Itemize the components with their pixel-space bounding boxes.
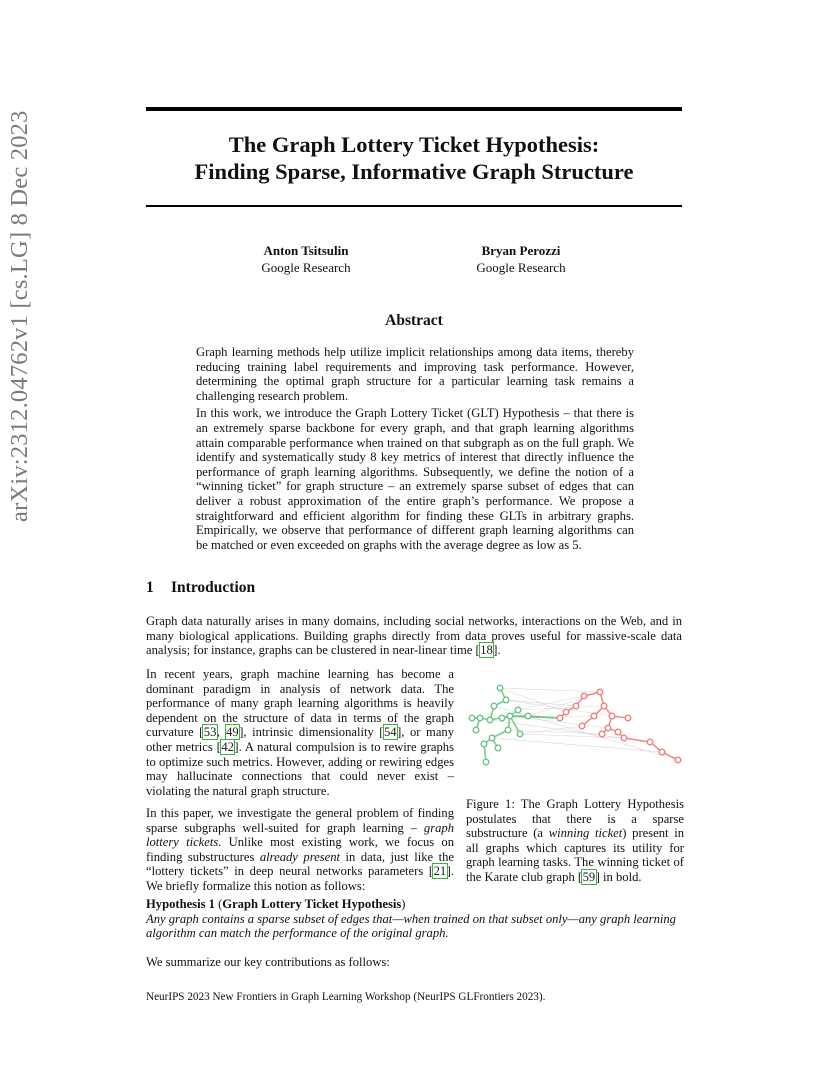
graph-node bbox=[609, 713, 615, 719]
graph-node bbox=[615, 729, 621, 735]
arxiv-identifier: arXiv:2312.04762v1 [cs.LG] 8 Dec 2023 bbox=[6, 110, 33, 522]
abstract-heading: Abstract bbox=[385, 312, 443, 329]
graph-node bbox=[469, 715, 475, 721]
graph-node bbox=[563, 709, 569, 715]
hypothesis-statement: Any graph contains a sparse subset of edges that—when trained on that subset only—any graph learning algorithm can match the performance of the original graph. bbox=[146, 911, 676, 941]
graph-node bbox=[625, 715, 631, 721]
intro-paragraph-2 bbox=[146, 667, 454, 798]
graph-node bbox=[507, 713, 513, 719]
text: ], intrinsic dimensionality [ bbox=[239, 725, 384, 740]
graph-node bbox=[597, 689, 603, 695]
abstract-paragraph-2: In this work, we introduce the Graph Lottery Ticket (GLT) Hypothesis – that there is an extremely sparse backbone for every graph, and that graph learning algorithms attain comparable performance when trained on that subgraph as on the full graph. We identify and systematically study 8 key metrics of interest that directly influence the performance of graph learning algorithms. Subsequently, we define the notion of a “winning ticket” for graph structure – an extremely sparse subset of edges that can deliver a robust approximation of the entire graph’s performance. We propose a straightforward and efficient algorithm for finding these GLTs in arbitrary graphs. Empirically, we observe that performance of different graph learning algorithms can be matched or even exceeded on graphs with the average degree as low as 5. bbox=[196, 406, 634, 552]
author-name: Anton Tsitsulin bbox=[263, 243, 349, 258]
graph-node bbox=[515, 707, 521, 713]
graph-node bbox=[525, 713, 531, 719]
venue-footnote: NeurIPS 2023 New Frontiers in Graph Learning Workshop (NeurIPS GLFrontiers 2023). bbox=[146, 991, 546, 1003]
graph-node bbox=[477, 715, 483, 721]
summary-sentence: We summarize our key contributions as follows: bbox=[146, 955, 390, 969]
graph-node bbox=[605, 725, 611, 731]
paper-title bbox=[146, 131, 682, 185]
text: ], or many other metrics [ bbox=[146, 725, 455, 754]
emphasis: graph lottery tickets bbox=[146, 820, 454, 850]
graph-node bbox=[517, 731, 523, 737]
text: Figure 1: The Graph Lottery Hypothesis postulates that there is a sparse substructure (a bbox=[466, 797, 684, 841]
hypothesis-heading bbox=[146, 897, 682, 912]
author-name: Bryan Perozzi bbox=[481, 243, 561, 258]
graph-node bbox=[675, 757, 681, 763]
intro-paragraph-1 bbox=[146, 614, 682, 658]
citation-link[interactable]: 59 bbox=[582, 869, 596, 884]
section-heading bbox=[146, 579, 255, 597]
text: ] in bold. bbox=[595, 869, 642, 884]
citation-link[interactable]: 21 bbox=[433, 864, 447, 879]
graph-node bbox=[621, 735, 627, 741]
graph-node bbox=[579, 723, 585, 729]
title-bottom-rule bbox=[146, 205, 682, 207]
karate-club-graph-figure bbox=[462, 672, 684, 782]
emphasis: winning ticket bbox=[548, 826, 623, 841]
text: In this paper, we investigate the general problem of finding sparse subgraphs well-suited for graph learning – bbox=[146, 806, 454, 835]
text: in data, just like the “lottery tickets” in deep neural networks parameters [ bbox=[146, 849, 454, 879]
citation-link[interactable]: 18 bbox=[480, 643, 493, 658]
text: . Unlike most existing work, we focus on finding substructures bbox=[146, 835, 454, 864]
graph-node bbox=[483, 759, 489, 765]
graph-edge bbox=[500, 688, 600, 692]
graph-node bbox=[473, 727, 479, 733]
graph-node bbox=[489, 735, 495, 741]
citation-link[interactable]: 54 bbox=[384, 725, 397, 740]
author-block-2 bbox=[421, 242, 621, 276]
section-title: Introduction bbox=[171, 579, 256, 596]
text: ) present in all graphs which captures its utility for graph learning tasks. The winning ticket of the Karate club graph [ bbox=[466, 826, 685, 884]
emphasis: already present bbox=[259, 849, 341, 864]
figure-caption bbox=[466, 797, 684, 885]
section-number: 1 bbox=[146, 579, 154, 596]
graph-edge bbox=[624, 738, 650, 742]
graph-node bbox=[581, 693, 587, 699]
graph-node bbox=[497, 685, 503, 691]
text: Graph data naturally arises in many domains, including social networks, interactions on the Web, and in many biological applications. Building graphs directly from data proves useful for massive-scale data analysis; for instance, graphs can be clustered in near-linear time [ bbox=[146, 614, 682, 658]
intro-paragraph-3 bbox=[146, 806, 454, 894]
author-affiliation: Google Research bbox=[261, 260, 351, 275]
text: ]. We briefly formalize this notion as follows: bbox=[146, 864, 454, 893]
graph-node bbox=[591, 713, 597, 719]
graph-node bbox=[557, 715, 563, 721]
graph-node bbox=[491, 703, 497, 709]
graph-node bbox=[481, 741, 487, 747]
title-line-2: Finding Sparse, Informative Graph Structure bbox=[194, 159, 634, 184]
hypothesis-block bbox=[146, 897, 682, 941]
graph-nodes bbox=[469, 685, 681, 765]
text: ]. A natural compulsion is to rewire graphs to optimize such metrics. However, adding or rewiring edges may hallucinate connections that could never exist – violating the natural graph structure. bbox=[146, 739, 454, 798]
text: ) bbox=[401, 897, 406, 911]
citation-link[interactable]: 49 bbox=[226, 725, 239, 740]
hypothesis-label: Hypothesis 1 bbox=[146, 897, 215, 911]
graph-node bbox=[599, 731, 605, 737]
text: In recent years, graph machine learning has become a dominant paradigm in analysis of network data. The performance of many graph learning algorithms is heavily dependent on the structure of data in terms of the graph curvature [ bbox=[146, 667, 454, 740]
graph-node bbox=[601, 703, 607, 709]
graph-node bbox=[487, 717, 493, 723]
author-affiliation: Google Research bbox=[476, 260, 566, 275]
text: ( bbox=[214, 897, 223, 911]
title-top-rule bbox=[146, 107, 682, 111]
citation-link[interactable]: 53 bbox=[203, 725, 217, 740]
title-line-1: The Graph Lottery Ticket Hypothesis: bbox=[228, 132, 600, 157]
text: ]. bbox=[493, 643, 501, 658]
hypothesis-name: Graph Lottery Ticket Hypothesis bbox=[222, 897, 402, 911]
abstract-paragraph-1: Graph learning methods help utilize implicit relationships among data items, thereby reducing training label requirements and improving task performance. However, determining the optimal graph structure for a particular learning task remains a challenging research problem. bbox=[196, 345, 634, 403]
graph-node bbox=[495, 745, 501, 751]
author-block-1 bbox=[206, 242, 406, 276]
graph-node bbox=[503, 697, 509, 703]
graph-node bbox=[499, 715, 505, 721]
abstract-body bbox=[196, 345, 634, 555]
citation-link[interactable]: 42 bbox=[221, 739, 234, 754]
graph-node bbox=[659, 749, 665, 755]
graph-node bbox=[573, 703, 579, 709]
text: , bbox=[216, 725, 226, 740]
graph-node bbox=[647, 739, 653, 745]
graph-node bbox=[505, 727, 511, 733]
